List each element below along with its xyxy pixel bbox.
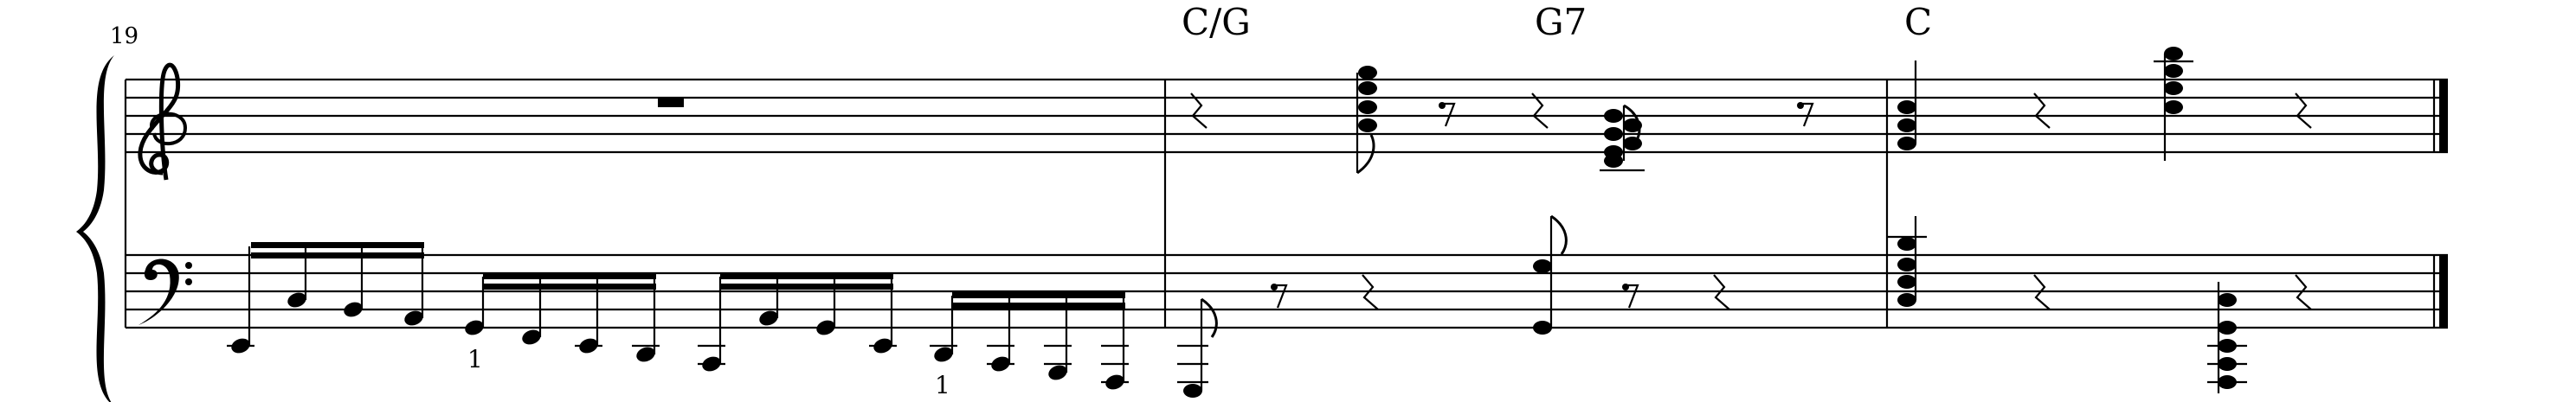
chord-c-bass-low [2207,282,2247,393]
fingering-2: 1 [935,371,950,399]
chord-c-bass-quarter [1887,216,1927,307]
chord-c-over-g-treble [1357,66,1377,173]
measure-number: 19 [110,23,139,49]
g-octave-eighth [1533,216,1566,335]
system-brace [76,55,114,402]
fingering-1: 1 [467,345,483,373]
chord-symbol-g7: G7 [1535,1,1587,43]
chord-symbol-c: C [1904,1,1933,43]
whole-rest [658,98,684,107]
bass-sixteenth-group-3 [698,273,897,373]
bass-staff [126,255,2448,328]
treble-clef [140,65,185,180]
chord-symbol-c-over-g: C/G [1182,1,1251,43]
treble-staff [126,80,2448,152]
final-barline-thick-treble [2439,80,2448,152]
chord-c-quarter-high [2154,47,2193,161]
bass-sixteenth-group-1 [227,242,425,355]
bass-sixteenth-group-2 [463,273,660,364]
treble-bar3 [1897,47,2311,161]
final-barline-thick-bass [2439,255,2448,328]
bass-bar2 [1177,216,1729,398]
bass-sixteenth-group-4 [930,292,1129,392]
bass-bar3 [1887,216,2311,393]
chord-c-quarter-low [1897,61,1916,150]
low-g-eighth [1177,299,1216,398]
treble-bar2 [1191,66,1813,173]
